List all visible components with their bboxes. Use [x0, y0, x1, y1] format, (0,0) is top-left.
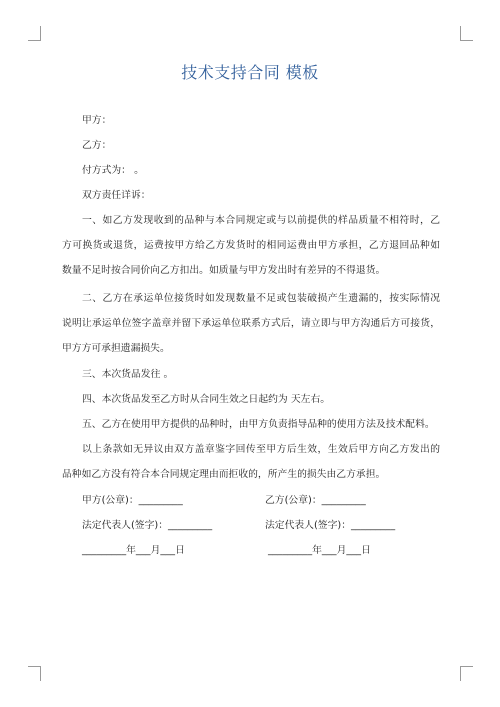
crop-mark-top-left [28, 26, 41, 41]
clause-line: 甲方方可承担遗漏损失。 [62, 343, 170, 354]
crop-mark-top-right [460, 26, 473, 41]
clause-line: 五、乙方在使用甲方提供的品种时，由甲方负责指导品种的使用方法及技术配料。 [82, 419, 435, 430]
party-a-date-field: _________年___月___日 [82, 545, 185, 556]
document-title: 技术支持合同 模板 [181, 63, 319, 82]
clause-1 [0, 208, 500, 283]
document-body [0, 108, 500, 563]
crop-mark-bottom-left [28, 666, 41, 681]
clause-line: 四、本次货品发至乙方时从合同生效之日起约为 天左右。 [82, 394, 331, 405]
party-b-label: 乙方： [82, 140, 112, 151]
payment-method-line: 付方式为： 。 [82, 165, 144, 176]
seal-row [0, 488, 500, 513]
clause-3 [0, 362, 500, 387]
clause-line: 以上条款如无异议由双方盖章鉴字回传至甲方后生效，生效后甲方向乙方发出的 [82, 444, 440, 455]
crop-mark-bottom-right [460, 666, 473, 681]
closing-clause [0, 437, 500, 487]
clause-line: 品种如乙方没有符合本合同规定理由而拒收的，所产生的损失由乙方承担。 [62, 469, 386, 480]
clause-4 [0, 387, 500, 412]
party-b-representative-field: 法定代表人(签字)：_________ [265, 520, 396, 531]
clause-line: 数量不足时按合同价向乙方扣出。如质量与甲方发出时有差异的不得退货。 [62, 265, 386, 276]
date-row [0, 538, 500, 563]
clause-2 [0, 286, 500, 361]
party-a-representative-field: 法定代表人(签字)：_________ [82, 520, 213, 531]
responsibilities-heading: 双方责任详诉： [82, 190, 151, 201]
party-b-date-field: _________年___月___日 [268, 545, 371, 556]
signature-block [0, 488, 500, 563]
clause-line: 一、如乙方发现收到的品种与本合同规定或与以前提供的样品质量不相符时，乙 [82, 215, 440, 226]
clause-line: 说明让承运单位签字盖章并留下承运单位联系方式后，请立即与甲方沟通后方可接货， [62, 318, 440, 329]
clause-line: 二、乙方在承运单位接货时如发现数量不足或包装破损产生遗漏的，按实际情况 [82, 293, 440, 304]
party-a-label: 甲方： [82, 115, 112, 126]
clause-line: 三、本次货品发往 。 [82, 369, 174, 380]
party-a-seal-field: 甲方(公章)：_________ [82, 495, 183, 506]
representative-row [0, 513, 500, 538]
party-b-seal-field: 乙方(公章)：_________ [265, 495, 366, 506]
clause-line: 方可换货或退货，运费按甲方给乙方发货时的相同运费由甲方承担，乙方退回品种如 [62, 240, 440, 251]
clause-5 [0, 412, 500, 437]
